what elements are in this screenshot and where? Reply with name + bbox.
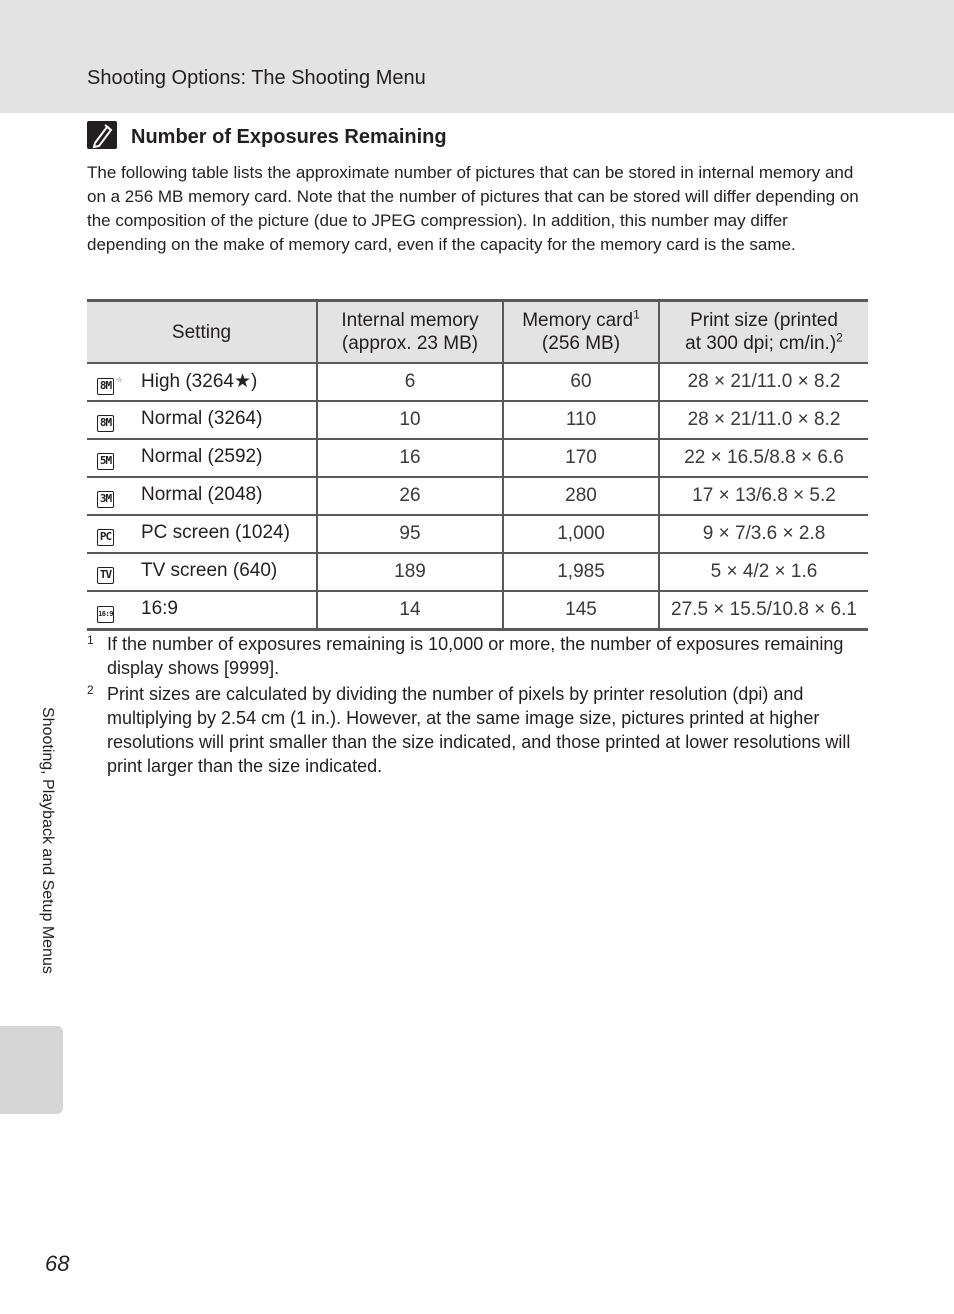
setting-label: PC screen (1024) bbox=[141, 522, 290, 543]
internal-memory-cell: 189 bbox=[317, 553, 503, 591]
page-number: 68 bbox=[45, 1251, 70, 1276]
setting-cell bbox=[87, 591, 317, 630]
table-row bbox=[87, 363, 868, 401]
table-row bbox=[87, 591, 868, 630]
footnotes bbox=[87, 632, 877, 780]
print-size-cell: 28 × 21/11.0 × 8.2 bbox=[659, 363, 868, 401]
print-size-cell: 27.5 × 15.5/10.8 × 6.1 bbox=[659, 591, 868, 630]
exposures-table bbox=[87, 299, 868, 631]
table-row bbox=[87, 401, 868, 439]
setting-label: TV screen (640) bbox=[141, 560, 278, 581]
setting-cell bbox=[87, 553, 317, 591]
header-print-line2: at 300 dpi; cm/in.) bbox=[685, 333, 837, 354]
header-internal-line1: Internal memory bbox=[341, 310, 479, 331]
table-row bbox=[87, 477, 868, 515]
memory-card-cell: 170 bbox=[503, 439, 659, 477]
note-pencil-icon bbox=[87, 121, 117, 149]
intro-paragraph: The following table lists the approximate number of pictures that can be stored in internal memory and on a 256 MB memory card. Note that the number of pictures that can be stored will differ depending on the composition of the picture (due to JPEG compression). In addition, this number may differ depending on the make of memory card, even if the capacity for the memory card is the same. bbox=[87, 163, 859, 254]
setting-label: High (3264★) bbox=[141, 370, 258, 392]
memory-card-cell: 110 bbox=[503, 401, 659, 439]
chapter-tab bbox=[0, 1026, 63, 1114]
setting-cell bbox=[87, 363, 317, 401]
table-row bbox=[87, 515, 868, 553]
internal-memory-cell: 6 bbox=[317, 363, 503, 401]
internal-memory-cell: 95 bbox=[317, 515, 503, 553]
memory-card-cell: 1,000 bbox=[503, 515, 659, 553]
footnote-number: 2 bbox=[87, 683, 94, 697]
table-body bbox=[87, 363, 868, 630]
header-internal-line2: (approx. 23 MB) bbox=[341, 333, 479, 354]
internal-memory-cell: 26 bbox=[317, 477, 503, 515]
print-size-cell: 17 × 13/6.8 × 5.2 bbox=[659, 477, 868, 515]
memory-card-cell: 60 bbox=[503, 363, 659, 401]
memory-card-cell: 145 bbox=[503, 591, 659, 630]
header-card-line1: Memory card bbox=[522, 310, 634, 331]
3m-icon: 3M bbox=[97, 491, 114, 508]
footnote-text: Print sizes are calculated by dividing the number of pixels by printer resolution (dpi) and multiplying by 2.54 cm (1 in.). However, at the same image size, pictures printed at higher resolutions will print smaller than the size indicated, and those printed at lower resolutions will print larger than the size indicated. bbox=[107, 684, 851, 776]
setting-cell bbox=[87, 477, 317, 515]
header-setting: Setting bbox=[87, 301, 317, 364]
setting-label: Normal (2592) bbox=[141, 446, 263, 467]
setting-cell bbox=[87, 515, 317, 553]
16-9-icon: 16:9 bbox=[97, 606, 114, 623]
8m-high-icon bbox=[97, 374, 122, 395]
footnote bbox=[87, 632, 877, 680]
setting-label: 16:9 bbox=[141, 597, 178, 619]
8m-normal-icon: 8M bbox=[97, 415, 114, 432]
setting-label: Normal (3264) bbox=[141, 408, 263, 429]
icon-label: 8M bbox=[99, 378, 112, 392]
internal-memory-cell: 10 bbox=[317, 401, 503, 439]
page-header-title: Shooting Options: The Shooting Menu bbox=[87, 67, 426, 89]
footnote bbox=[87, 682, 877, 778]
section-title: Number of Exposures Remaining bbox=[131, 126, 447, 148]
print-size-cell: 5 × 4/2 × 1.6 bbox=[659, 553, 868, 591]
memory-card-cell: 280 bbox=[503, 477, 659, 515]
footnote-ref-2: 2 bbox=[836, 330, 843, 345]
table-row bbox=[87, 553, 868, 591]
footnote-text: If the number of exposures remaining is 10,000 or more, the number of exposures remaining display shows [9999]. bbox=[107, 634, 844, 678]
print-size-cell: 22 × 16.5/8.8 × 6.6 bbox=[659, 439, 868, 477]
table-header-row bbox=[87, 301, 868, 364]
header-card-line2: (256 MB) bbox=[541, 333, 621, 354]
sidebar-chapter-label: Shooting, Playback and Setup Menus bbox=[39, 707, 56, 974]
setting-cell bbox=[87, 439, 317, 477]
header-internal-memory bbox=[317, 301, 503, 364]
internal-memory-cell: 16 bbox=[317, 439, 503, 477]
header-print-line1: Print size (printed bbox=[690, 310, 838, 331]
print-size-cell: 9 × 7/3.6 × 2.8 bbox=[659, 515, 868, 553]
header-memory-card bbox=[503, 301, 659, 364]
header-print-size bbox=[659, 301, 868, 364]
internal-memory-cell: 14 bbox=[317, 591, 503, 630]
footnote-number: 1 bbox=[87, 633, 94, 647]
tv-icon: TV bbox=[97, 567, 114, 584]
print-size-cell: 28 × 21/11.0 × 8.2 bbox=[659, 401, 868, 439]
star-icon: ☆ bbox=[116, 374, 122, 385]
memory-card-cell: 1,985 bbox=[503, 553, 659, 591]
setting-cell bbox=[87, 401, 317, 439]
5m-icon: 5M bbox=[97, 453, 114, 470]
setting-label: Normal (2048) bbox=[141, 484, 263, 505]
pc-icon: PC bbox=[97, 529, 114, 546]
table-row bbox=[87, 439, 868, 477]
footnote-ref-1: 1 bbox=[633, 307, 640, 322]
header-band bbox=[0, 0, 954, 113]
